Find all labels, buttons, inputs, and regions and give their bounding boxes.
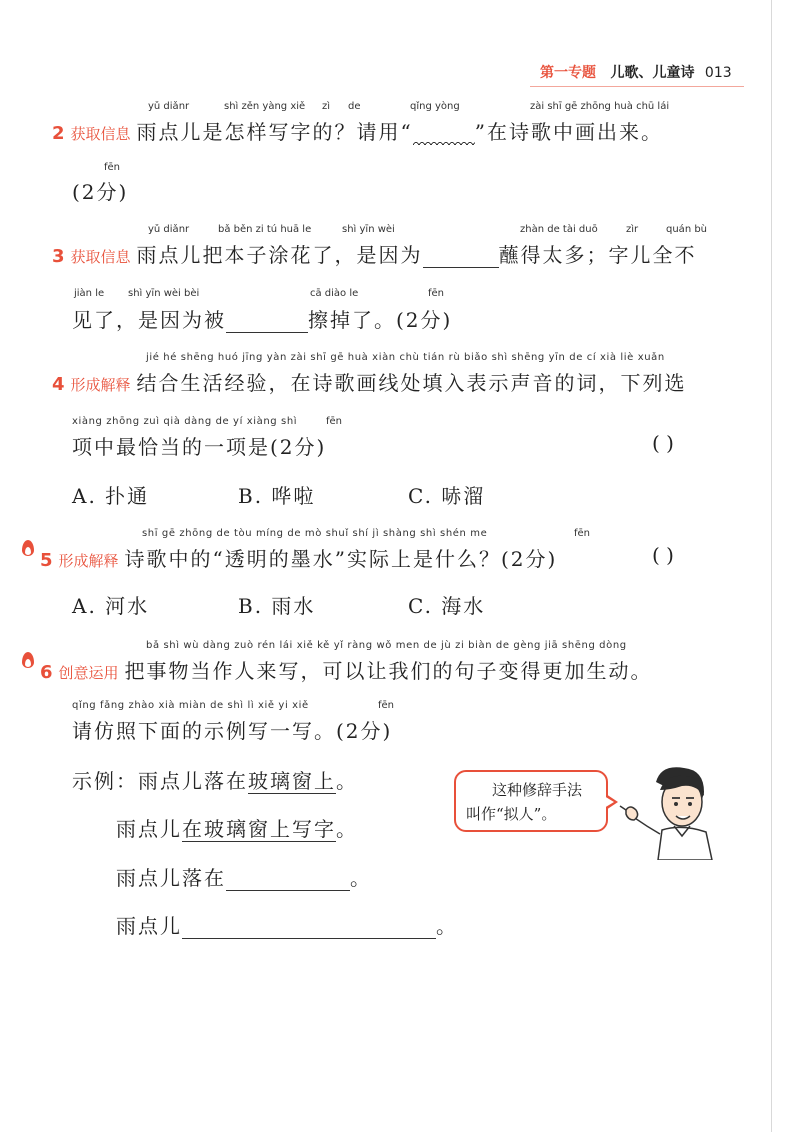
q2-pinyin-4: de [348,101,361,112]
bubble-line-2: 叫作“拟人”。 [466,805,557,823]
q2-pinyin-fen: fēn [104,162,121,173]
q6-pinyin-fen: fēn [378,700,395,711]
page-edge [771,0,772,1132]
q2-text-b: ”在诗歌中画出来。 [474,120,664,144]
q3-pinyin-6: quán bù [666,224,708,235]
q3-pinyin-10: fēn [428,288,445,299]
q3-text-a: 雨点儿把本子涂花了，是因为 [136,243,423,267]
q2-tag: 获取信息 [70,125,131,143]
example-1-prefix: 雨点儿落在 [138,769,248,793]
q3-blank-1[interactable] [423,249,499,268]
boy-illustration-icon [616,760,716,860]
q5-text: 诗歌中的“透明的墨水”实际上是什么？(2分) [124,547,558,571]
example-line-2 [116,813,358,842]
fill-2-blank[interactable] [182,920,436,939]
q3-tag: 获取信息 [70,248,131,266]
page-header [540,62,732,82]
q6-number: 6 [40,662,55,683]
q3-text-d: 擦掉了。(2分) [308,308,453,332]
q3-line-2 [72,304,452,333]
fill-1-prefix: 雨点儿落在 [116,866,226,890]
example-line-1 [72,765,358,794]
bubble-line-1: 这种修辞手法 [492,781,583,799]
q3-text-c: 见了，是因为被 [72,308,226,332]
flame-icon [22,540,34,556]
q4-pinyin-fen: fēn [326,416,343,427]
q5-line-1 [40,543,557,572]
q4-number: 4 [52,374,67,395]
q5-option-b[interactable]: B. 雨水 [238,594,316,618]
q6-line-1 [40,655,653,684]
fill-1-end: 。 [350,866,372,890]
q4-pinyin-line-1: jié hé shēng huó jīng yàn zài shī gē huà xiàn chù tián rù biǎo shì shēng yīn de cí xià liè xuǎn [146,352,665,363]
q4-pinyin-line-2: xiàng zhōng zuì qià dàng de yí xiàng shì [72,416,298,427]
q4-line-2: 项中最恰当的一项是(2分) [72,435,327,459]
example-2-prefix: 雨点儿 [116,817,182,841]
header-section: 第一专题 [540,65,596,81]
q6-line-2: 请仿照下面的示例写一写。(2分) [72,719,393,743]
q3-pinyin-3: shì yīn wèi [342,224,395,235]
q2-pinyin-6: zài shī gē zhōng huà chū lái [530,101,670,112]
q5-tag: 形成解释 [58,552,119,570]
q2-number: 2 [52,123,67,144]
q3-pinyin-7: jiàn le [74,288,105,299]
q3-pinyin-1: yǔ diǎnr [148,224,190,235]
q2-pinyin-1: yǔ diǎnr [148,101,190,112]
q4-answer-paren[interactable]: ( ) [652,431,674,455]
q2-text-a: 雨点儿是怎样写字的？请用“ [136,120,413,144]
q3-pinyin-5: zìr [626,224,639,235]
speech-bubble [454,770,608,832]
q5-option-a[interactable]: A. 河水 [72,594,150,618]
q3-pinyin-2: bǎ běn zi tú huā le [218,224,312,235]
fill-2-prefix: 雨点儿 [116,914,182,938]
header-rule [530,86,744,87]
q3-line-1 [52,239,697,268]
wavy-line-mark [413,127,475,145]
q4-tag: 形成解释 [70,376,131,394]
fill-2-end: 。 [436,914,458,938]
header-chapter: 儿歌、儿童诗 [610,65,695,81]
q4-line-1 [52,367,687,396]
q3-pinyin-8: shì yīn wèi bèi [128,288,200,299]
fill-line-2 [116,910,458,939]
q2-pinyin-5: qǐng yòng [410,101,460,112]
q5-option-c[interactable]: C. 海水 [408,594,486,618]
q4-option-c[interactable]: C. 哧溜 [408,484,486,508]
q6-tag: 创意运用 [58,664,119,682]
q2-pinyin-2: shì zěn yàng xiě [224,101,306,112]
flame-icon [22,652,34,668]
q5-pinyin-line: shī gē zhōng de tòu míng de mò shuǐ shí jì shàng shì shén me [142,528,488,539]
q4-option-b[interactable]: B. 哗啦 [238,484,316,508]
example-2-end: 。 [336,817,358,841]
q3-text-b: 蘸得太多；字儿全不 [498,243,697,267]
q3-pinyin-9: cā diào le [310,288,359,299]
q5-answer-paren[interactable]: ( ) [652,543,674,567]
fill-line-1 [116,862,372,891]
q6-pinyin-line-2: qǐng fǎng zhào xià miàn de shì lì xiě yi xiě [72,700,309,711]
q4-text-a: 结合生活经验，在诗歌画线处填入表示声音的词，下列选 [136,371,687,395]
q3-blank-2[interactable] [226,314,308,333]
q2-line-1 [52,116,663,145]
q3-pinyin-4: zhàn de tài duō [520,224,598,235]
q6-text-a: 把事物当作人来写，可以让我们的句子变得更加生动。 [124,659,653,683]
fill-1-blank[interactable] [226,872,350,891]
page-number: 013 [704,65,732,81]
example-label: 示例： [72,769,138,793]
q3-number: 3 [52,246,67,267]
example-2-underlined: 在玻璃窗上写字 [182,817,336,841]
q6-pinyin-line-1: bǎ shì wù dàng zuò rén lái xiě kě yǐ ràng wǒ men de jù zi biàn de gèng jiā shēng dòng [146,640,627,651]
example-1-end: 。 [336,769,358,793]
q2-pinyin-3: zì [322,101,331,112]
q5-number: 5 [40,550,55,571]
example-1-underlined: 玻璃窗上 [248,769,336,793]
q2-score: (2分) [72,180,129,204]
q5-pinyin-fen: fēn [574,528,591,539]
q4-option-a[interactable]: A. 扑通 [72,484,150,508]
